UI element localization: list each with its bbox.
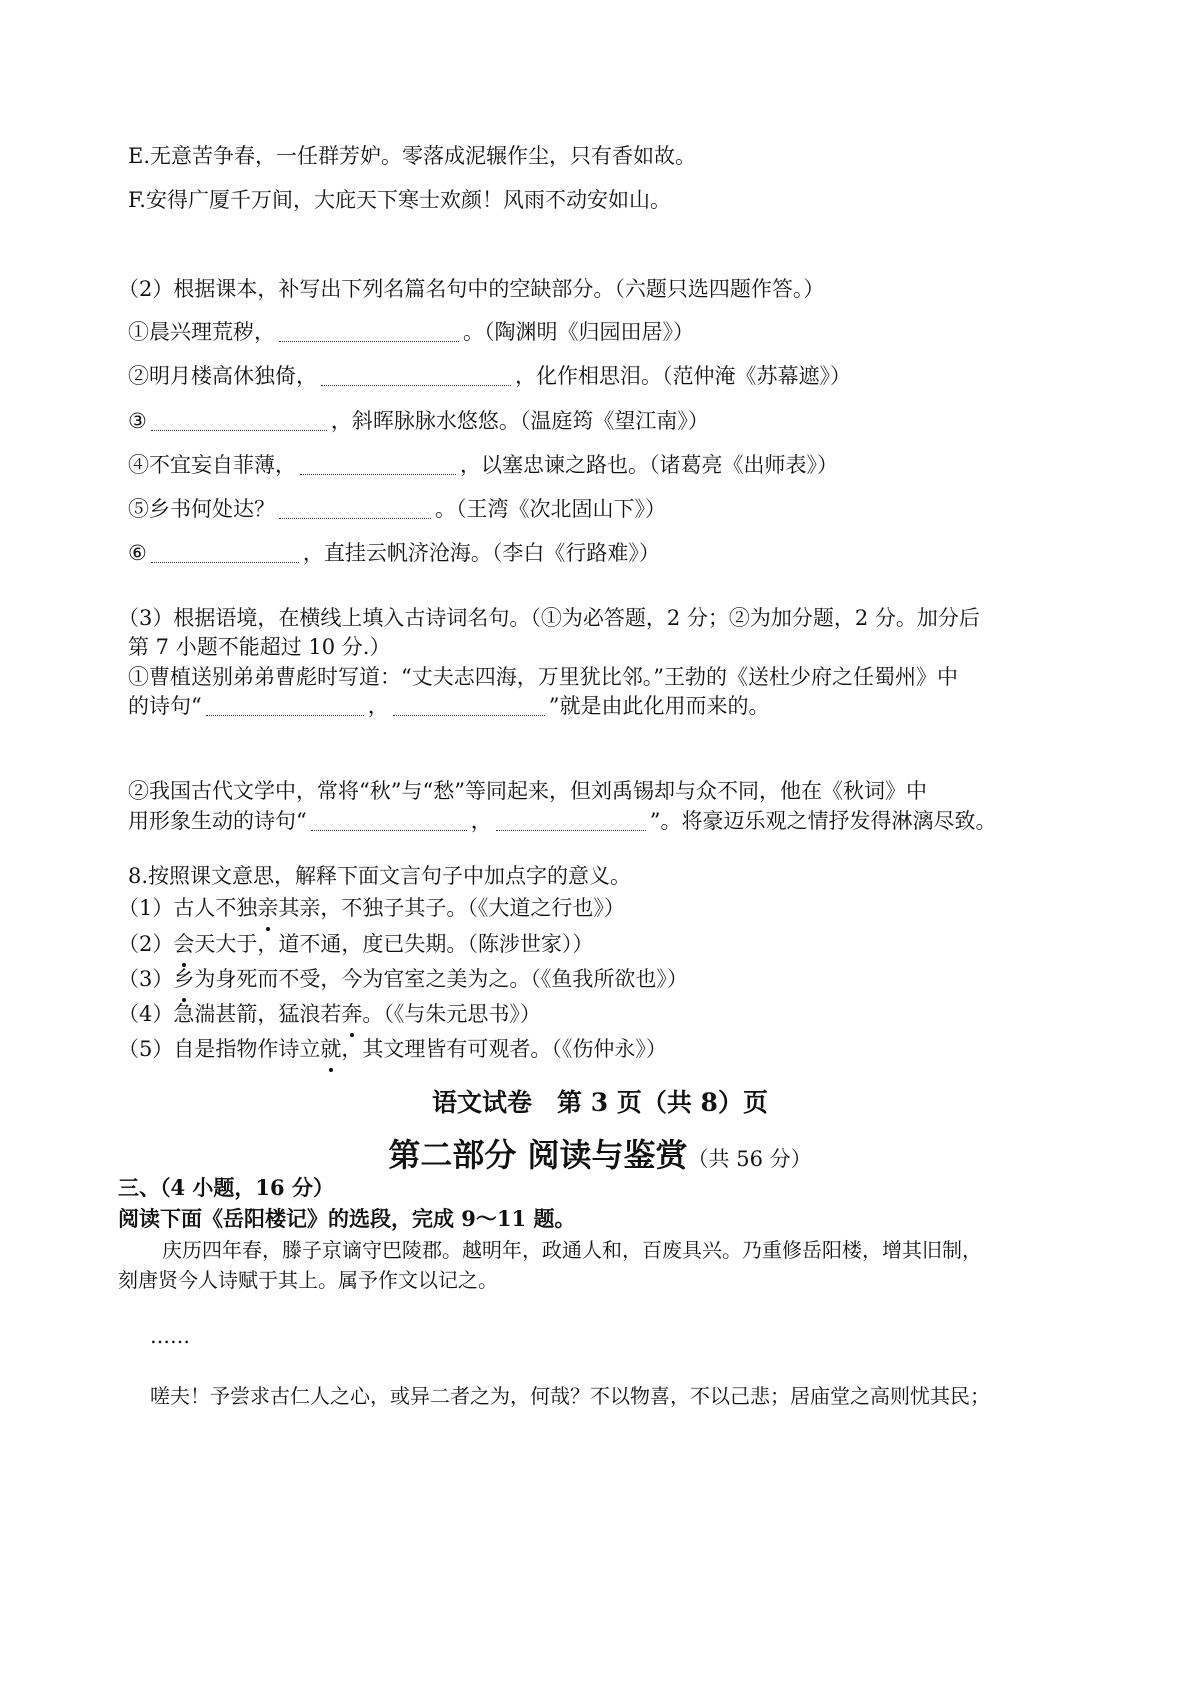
q2-item-3: ③ ，斜晖脉脉水悠悠。（温庭筠《望江南》） [128,409,709,433]
answer-blank[interactable] [393,695,545,716]
q2-item-1: ①晨兴理荒秽， 。（陶渊明《归园田居》） [128,320,694,344]
answer-blank[interactable] [279,498,431,519]
answer-blank[interactable] [279,321,459,342]
q2-item-2: ②明月楼高休独倚， ，化作相思泪。（范仲淹《苏幕遮》） [128,364,851,388]
dotted-char: 会 [173,932,195,956]
passage-line-2: 刻唐贤今人诗赋于其上。属予作文以记之。 [118,1268,498,1292]
q8-item-4: （4）急湍甚箭，猛浪若奔。（《与朱元思书》） [118,1002,541,1026]
answer-blank[interactable] [300,454,456,475]
dotted-char: 亲 [257,896,279,920]
q3-instruction-line2: 第 7 小题不能超过 10 分.） [128,635,391,659]
answer-blank[interactable] [321,365,511,386]
q2-item-6: ⑥ ，直挂云帆济沧海。（李白《行路难》） [128,541,660,565]
answer-blank[interactable] [311,810,467,831]
answer-blank[interactable] [151,410,327,431]
q8-item-1: （1）古人不独亲其亲，不独子其子。（《大道之行也》） [118,896,625,920]
dotted-char: 乡 [173,967,195,991]
q3-instruction-line1: （3）根据语境，在横线上填入古诗词名句。（①为必答题，2 分；②为加分题，2 分。加分后 [118,606,980,630]
q8-title: 8.按照课文意思，解释下面文言句子中加点字的意义。 [128,864,632,888]
part-two-title: 第二部分 阅读与鉴赏（共 56 分） [388,1136,812,1174]
passage-ellipsis: …… [150,1324,190,1348]
passage-line-3: 嗟夫！予尝求古仁人之心，或异二者之为，何哉？不以物喜，不以己悲；居庙堂之高则忧其民； [150,1384,990,1408]
q8-item-3: （3）乡为身死而不受，今为官室之美为之。（《鱼我所欲也》） [118,967,688,991]
answer-blank[interactable] [151,542,299,563]
page-footer: 语文试卷 第 3 页（共 8）页 [432,1088,768,1117]
dotted-char: 就 [320,1037,342,1061]
option-e: E.无意苦争春，一任群芳妒。零落成泥辗作尘，只有香如故。 [128,144,697,168]
q2-item-5: ⑤乡书何处达？ 。（王湾《次北固山下》） [128,497,666,521]
q8-item-5: （5）自是指物作诗立就，其文理皆有可观者。（《伤仲永》） [118,1037,667,1061]
q3-s2-line2: 用形象生动的诗句“ ， ”。将豪迈乐观之情抒发得淋漓尽致。 [128,809,997,833]
q2-instruction: （2）根据课本，补写出下列名篇名句中的空缺部分。（六题只选四题作答。） [118,277,825,301]
dotted-char: 奔 [341,1002,363,1026]
answer-blank[interactable] [206,695,364,716]
answer-blank[interactable] [496,810,646,831]
option-f: F.安得广厦千万间，大庇天下寒士欢颜！风雨不动安如山。 [128,188,671,212]
q3-s1-line1: ①曹植送别弟弟曹彪时写道：“丈夫志四海，万里犹比邻。”王勃的《送杜少府之任蜀州》中 [128,665,958,689]
section-heading: 三、（4 小题，16 分） [118,1175,334,1200]
q8-item-2: （2）会天大于，道不通，度已失期。（陈涉世家）） [118,932,594,956]
reading-instruction: 阅读下面《岳阳楼记》的选段，完成 9～11 题。 [118,1206,576,1231]
q3-s2-line1: ②我国古代文学中，常将“秋”与“愁”等同起来，但刘禹锡却与众不同，他在《秋词》中 [128,779,927,803]
q2-item-4: ④不宜妄自菲薄， ，以塞忠谏之路也。（诸葛亮《出师表》） [128,453,838,477]
q3-s1-line2: 的诗句“ ， ”就是由此化用而来的。 [128,694,770,718]
passage-line-1: 庆历四年春，滕子京谪守巴陵郡。越明年，政通人和，百废具兴。乃重修岳阳楼，增其旧制， [162,1238,982,1262]
